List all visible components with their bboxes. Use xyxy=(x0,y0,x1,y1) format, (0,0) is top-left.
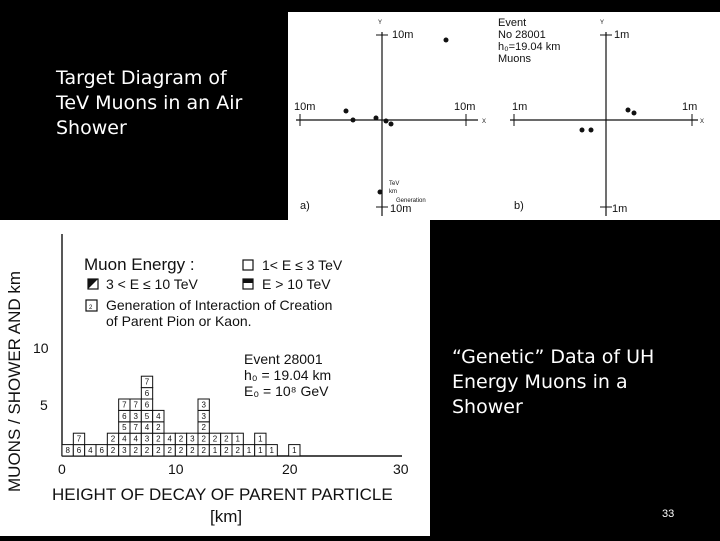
histogram-cell-label: 3 xyxy=(201,411,206,421)
histogram-cell-label: 3 xyxy=(190,434,195,444)
legend-line-generation: Generation xyxy=(396,198,426,204)
legend-swatch-low xyxy=(243,260,253,270)
panel-a-y-label: Y xyxy=(378,20,383,26)
histogram-cell-label: 2 xyxy=(201,446,206,455)
histogram-cell-label: 6 xyxy=(144,389,150,398)
histogram-cell-label: 2 xyxy=(167,446,172,455)
panel-a-label: a) xyxy=(300,200,310,212)
histogram-cell-label: 1 xyxy=(246,446,252,455)
histogram-cell-label: 6 xyxy=(99,446,104,455)
histogram-cell-label: 2 xyxy=(224,434,229,444)
generation-label-1: Generation of Interaction of Creation xyxy=(106,297,333,313)
event-e0: E₀ = 10⁸ GeV xyxy=(244,383,329,399)
panel-b-bottom-tick: 1m xyxy=(612,203,628,215)
panel-a-right-tick: 10m xyxy=(454,101,476,113)
histogram-cell-label: 1 xyxy=(235,434,240,444)
x-tick-10: 10 xyxy=(168,461,184,477)
histogram-cell-label: 7 xyxy=(122,400,127,410)
histogram-cell-label: 1 xyxy=(292,446,297,455)
histogram-cell-label: 2 xyxy=(224,446,229,455)
panel-a-top-tick: 10m xyxy=(392,29,414,41)
generation-label-2: of Parent Pion or Kaon. xyxy=(106,313,252,329)
histogram-cell-label: 7 xyxy=(144,377,150,387)
panel-a-left-tick: 10m xyxy=(294,101,316,113)
histogram-cell-label: 4 xyxy=(156,411,161,421)
panel-b-y-label: Y xyxy=(600,20,605,26)
histogram-cell-label: 7 xyxy=(76,434,82,444)
histogram-cell-label: 4 xyxy=(122,434,127,444)
histogram-cell-label: 3 xyxy=(201,400,206,410)
histogram-cell-label: 2 xyxy=(178,446,184,455)
histogram-cell-label: 2 xyxy=(156,446,161,455)
muon-dot xyxy=(378,190,383,195)
histogram-cell-label: 4 xyxy=(144,423,150,433)
muon-dot xyxy=(351,118,356,123)
legend-line-tev: TeV xyxy=(389,181,400,187)
generation-box-number: 2 xyxy=(89,305,93,311)
histogram-cell-label: 2 xyxy=(133,446,138,455)
histogram-cell-label: 2 xyxy=(201,434,206,444)
histogram-cell-label: 3 xyxy=(122,446,127,455)
legend-swatch-high-fill xyxy=(243,279,253,283)
legend-item-high: E > 10 TeV xyxy=(262,276,331,292)
panel-b-right-tick: 1m xyxy=(682,101,698,113)
histogram-cell-label: 2 xyxy=(235,446,240,455)
histogram-cell-label: 2 xyxy=(156,434,161,444)
muon-dot xyxy=(580,128,585,133)
histogram-cell-label: 7 xyxy=(133,423,138,433)
histogram-cell-label: 3 xyxy=(144,434,150,444)
muon-dot xyxy=(344,109,349,114)
histogram-x-label-2: [km] xyxy=(210,507,243,526)
muon-dot xyxy=(589,128,594,133)
x-tick-20: 20 xyxy=(282,461,298,477)
panel-b-top-tick: 1m xyxy=(614,29,630,41)
histogram-cell-label: 1 xyxy=(258,434,263,444)
panel-a-x-label: X xyxy=(482,119,487,125)
histogram-cell-label: 1 xyxy=(212,446,218,455)
histogram-svg xyxy=(0,220,430,536)
histogram-cell-label: 1 xyxy=(258,446,263,455)
target-diagram-panel xyxy=(288,12,720,220)
muon-dot xyxy=(384,119,389,124)
histogram-cell-label: 8 xyxy=(65,446,70,455)
histogram-cell-label: 6 xyxy=(76,446,82,455)
histogram-cell-label: 2 xyxy=(110,446,116,455)
muon-dot xyxy=(444,38,449,43)
x-tick-0: 0 xyxy=(58,461,66,477)
muon-dot xyxy=(374,116,379,121)
histogram-cell-label: 2 xyxy=(201,423,206,433)
histogram-cell-label: 4 xyxy=(88,446,93,455)
legend-item-low: 1< E ≤ 3 TeV xyxy=(262,257,343,273)
muons-label: Muons xyxy=(498,53,532,65)
muon-dot xyxy=(632,111,637,116)
histogram-y-label: MUONS / SHOWER AND km xyxy=(5,270,24,492)
event-label: Event xyxy=(498,17,527,29)
muon-dot xyxy=(626,108,631,113)
legend-line-km: km xyxy=(389,189,397,195)
panel-b-x-label: X xyxy=(700,119,705,125)
histogram-cell-label: 2 xyxy=(190,446,195,455)
target-diagram-svg xyxy=(288,12,720,220)
histogram-cell-label: 5 xyxy=(122,423,127,433)
legend-item-mid: 3 < E ≤ 10 TeV xyxy=(106,276,198,292)
event-id: Event 28001 xyxy=(244,351,323,367)
histogram-cell-label: 6 xyxy=(122,411,127,421)
histogram-cell-label: 1 xyxy=(269,446,274,455)
histogram-cell-label: 6 xyxy=(144,400,150,410)
histogram-cell-label: 4 xyxy=(167,434,172,444)
histogram-cell-label: 4 xyxy=(133,434,138,444)
y-tick-5: 5 xyxy=(40,397,48,413)
histogram-panel xyxy=(0,220,430,536)
caption-target-diagram: Target Diagram of TeV Muons in an Air Shower xyxy=(56,67,243,139)
histogram-cell-label: 2 xyxy=(212,434,218,444)
histogram-cell-label: 5 xyxy=(144,411,150,421)
x-tick-30: 30 xyxy=(393,461,409,477)
slide-number: 33 xyxy=(662,508,675,520)
histogram-cell-label: 2 xyxy=(156,423,161,433)
event-h0: h₀ = 19.04 km xyxy=(244,367,332,383)
histogram-cell-label: 2 xyxy=(144,446,150,455)
histogram-cell-label: 7 xyxy=(133,400,138,410)
panel-b-label: b) xyxy=(514,200,524,212)
panel-b-left-tick: 1m xyxy=(512,101,528,113)
y-tick-10: 10 xyxy=(33,340,49,356)
histogram-cell-label: 3 xyxy=(133,411,138,421)
histogram-x-label-1: HEIGHT OF DECAY OF PARENT PARTICLE xyxy=(52,485,393,504)
event-number: No 28001 xyxy=(498,29,546,41)
muon-dot xyxy=(389,122,394,127)
legend-title: Muon Energy : xyxy=(84,255,195,274)
event-height: h₀=19.04 km xyxy=(498,41,561,53)
histogram-cell-label: 2 xyxy=(178,434,184,444)
histogram-cell-label: 2 xyxy=(110,434,116,444)
caption-genetic-data: “Genetic” Data of UH Energy Muons in a Shower xyxy=(452,346,655,418)
panel-a-bottom-tick: 10m xyxy=(390,203,412,215)
